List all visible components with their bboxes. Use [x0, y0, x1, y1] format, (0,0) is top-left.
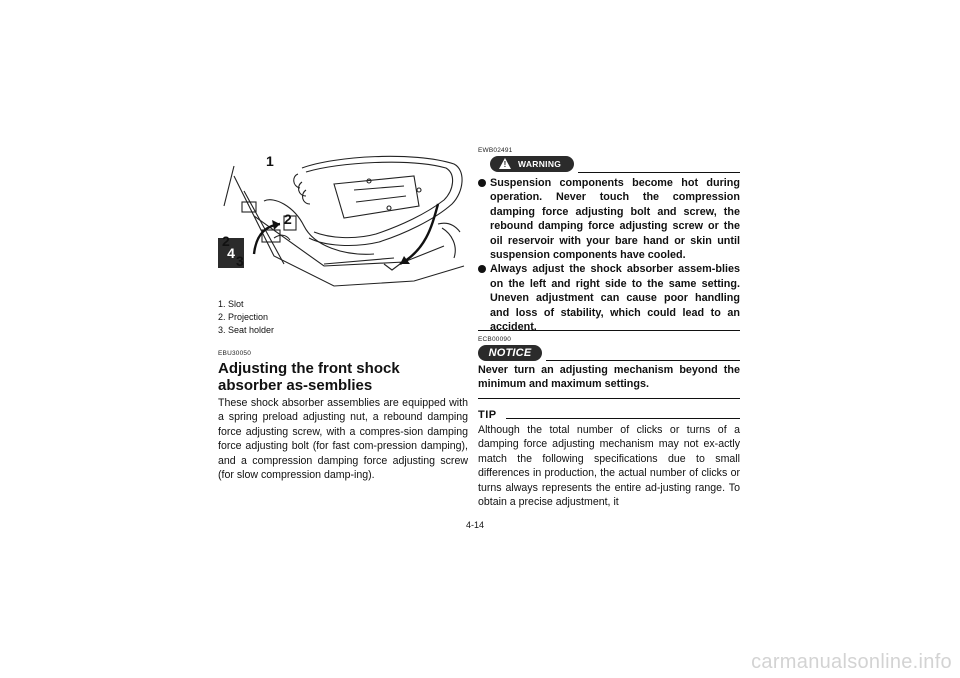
- warning-code: EWB02491: [478, 147, 513, 154]
- notice-badge: NOTICE: [478, 345, 542, 361]
- warning-list: [478, 176, 740, 334]
- tip-text: Although the total number of clicks or turns of a damping force adjusting mechanism may not ex-actly match the following specifications due to small differences in production, the actual number of clicks or turns always represents the entire ad-justing range. To obtain a precise adjustment, it: [478, 424, 740, 509]
- bullet-icon: [478, 179, 486, 187]
- notice-code: ECB00090: [478, 336, 512, 343]
- caption-item: 1. Slot: [218, 299, 244, 309]
- callout-2b: 2: [222, 233, 230, 249]
- section-body: These shock absorber assemblies are equipped with a spring preload adjusting nut, a rebound damping force adjusting screw, with a compres-sion damping force adjusting bolt (for fast com-pression damping), and a compression damping force adjusting screw (for slow compression damp-ing).: [218, 397, 468, 482]
- seat-illustration: [214, 146, 468, 296]
- tip-label: TIP: [478, 409, 497, 421]
- warning-bullet: [478, 176, 740, 262]
- warning-badge: [490, 156, 574, 172]
- callout-3: 3: [236, 253, 244, 269]
- site-watermark: carmanualsonline.info: [751, 651, 952, 673]
- warning-rule-bottom: [478, 330, 740, 331]
- tip-rule: [506, 418, 740, 419]
- notice-rule-bottom: [478, 398, 740, 399]
- notice-rule-top: [546, 360, 740, 361]
- chapter-tab: 4: [218, 238, 244, 268]
- caption-item: 3. Seat holder: [218, 325, 275, 335]
- callout-1: 1: [266, 153, 274, 169]
- callout-2a: 2: [284, 211, 292, 227]
- warning-bullet: [478, 262, 740, 334]
- figure-caption: [218, 298, 274, 337]
- section-code: EBU30050: [218, 350, 252, 357]
- bullet-icon: [478, 265, 486, 273]
- warning-label: WARNING: [518, 159, 562, 169]
- seat-diagram: [214, 146, 468, 296]
- caption-item: 2. Projection: [218, 312, 269, 322]
- warning-bullet-text: Always adjust the shock absorber assem-blies on the left and right side to the same setting. Uneven adjustment can cause poor handling and loss of stability, which could lead to an accident.: [490, 263, 740, 334]
- section-heading: Adjusting the front shock absorber as-semblies: [218, 360, 400, 394]
- warning-bullet-text: Suspension components become hot during operation. Never touch the compression damping force adjusting bolt and screw, the rebound damping force adjusting screw or the oil reservoir with your bare hand or skin until suspension components have cooled.: [490, 177, 740, 262]
- warning-rule-top: [578, 172, 740, 173]
- page-number: 4-14: [466, 520, 485, 530]
- exclamation-icon: !: [503, 160, 507, 169]
- notice-text: Never turn an adjusting mechanism beyond the minimum and maximum settings.: [478, 364, 740, 391]
